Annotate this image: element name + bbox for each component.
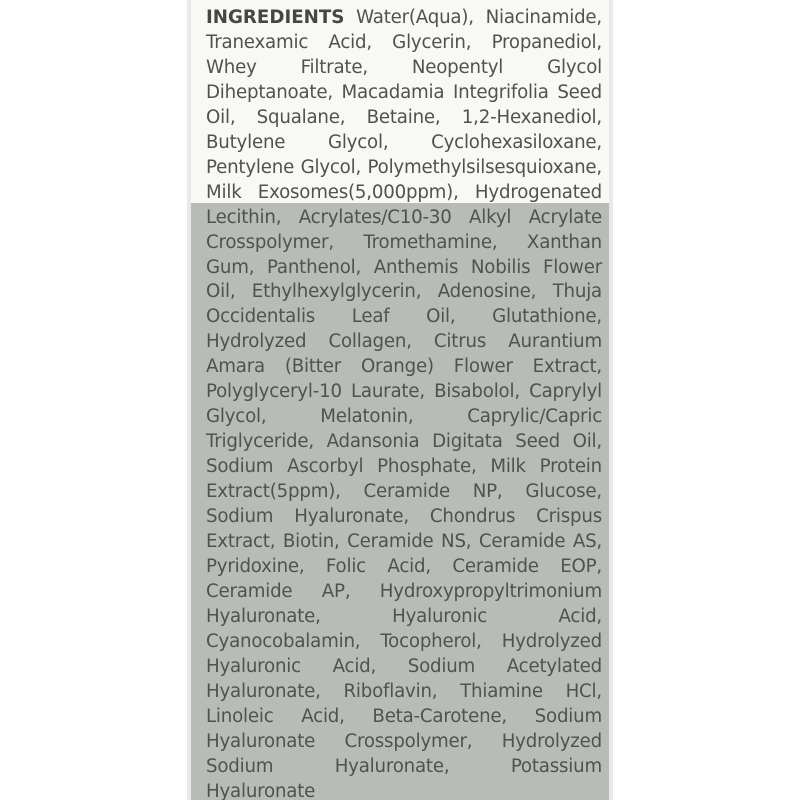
ingredients-list bbox=[206, 6, 602, 800]
ingredients-body: Water(Aqua), Niacinamide, Tranexamic Acid, Glycerin, Propanediol, Whey Filtrate, Neopentyl Glycol Diheptanoate, Macadamia Integrifolia Seed Oil, Squalane, Betaine, 1,2-Hexanediol, Butylene Glycol, Cyclohexasiloxane, Pentylene Glycol, Polymethylsilsesquioxane, Milk Exosomes(5,000ppm), Hydrogenated Lecithin, Acrylates/C10-30 Alkyl Acrylate Crosspolymer, Tromethamine, Xanthan Gum, Panthenol, Anthemis Nobilis Flower Oil, Ethylhexylglycerin, Adenosine, Thuja Occidentalis Leaf Oil, Glutathione, Hydrolyzed Collagen, Citrus Aurantium Amara (Bitter Orange) Flower Extract, Polyglyceryl-10 Laurate, Bisabolol, Caprylyl Glycol, Melatonin, Caprylic/Capric Triglyceride, Adansonia Digitata Seed Oil, Sodium Ascorbyl Phosphate, Milk Protein Extract(5ppm), Ceramide NP, Glucose, Sodium Hyaluronate, Chondrus Crispus Extract, Biotin, Ceramide NS, Ceramide AS, Pyridoxine, Folic Acid, Ceramide EOP, Ceramide AP, Hydroxypropyltrimonium Hyaluronate, Hyaluronic Acid, Cyanocobalamin, Tocopherol, Hydrolyzed Hyaluronic Acid, Sodium Acetylated Hyaluronate, Riboflavin, Thiamine HCl, Linoleic Acid, Beta-Carotene, Sodium Hyaluronate Crosspolymer, Hydrolyzed Sodium Hyaluronate, Potassium Hyaluronate bbox=[206, 7, 602, 800]
ingredient-label-panel bbox=[187, 0, 613, 800]
label-left-edge bbox=[187, 0, 191, 800]
ingredients-heading: INGREDIENTS bbox=[206, 7, 345, 28]
label-right-edge bbox=[609, 0, 613, 800]
